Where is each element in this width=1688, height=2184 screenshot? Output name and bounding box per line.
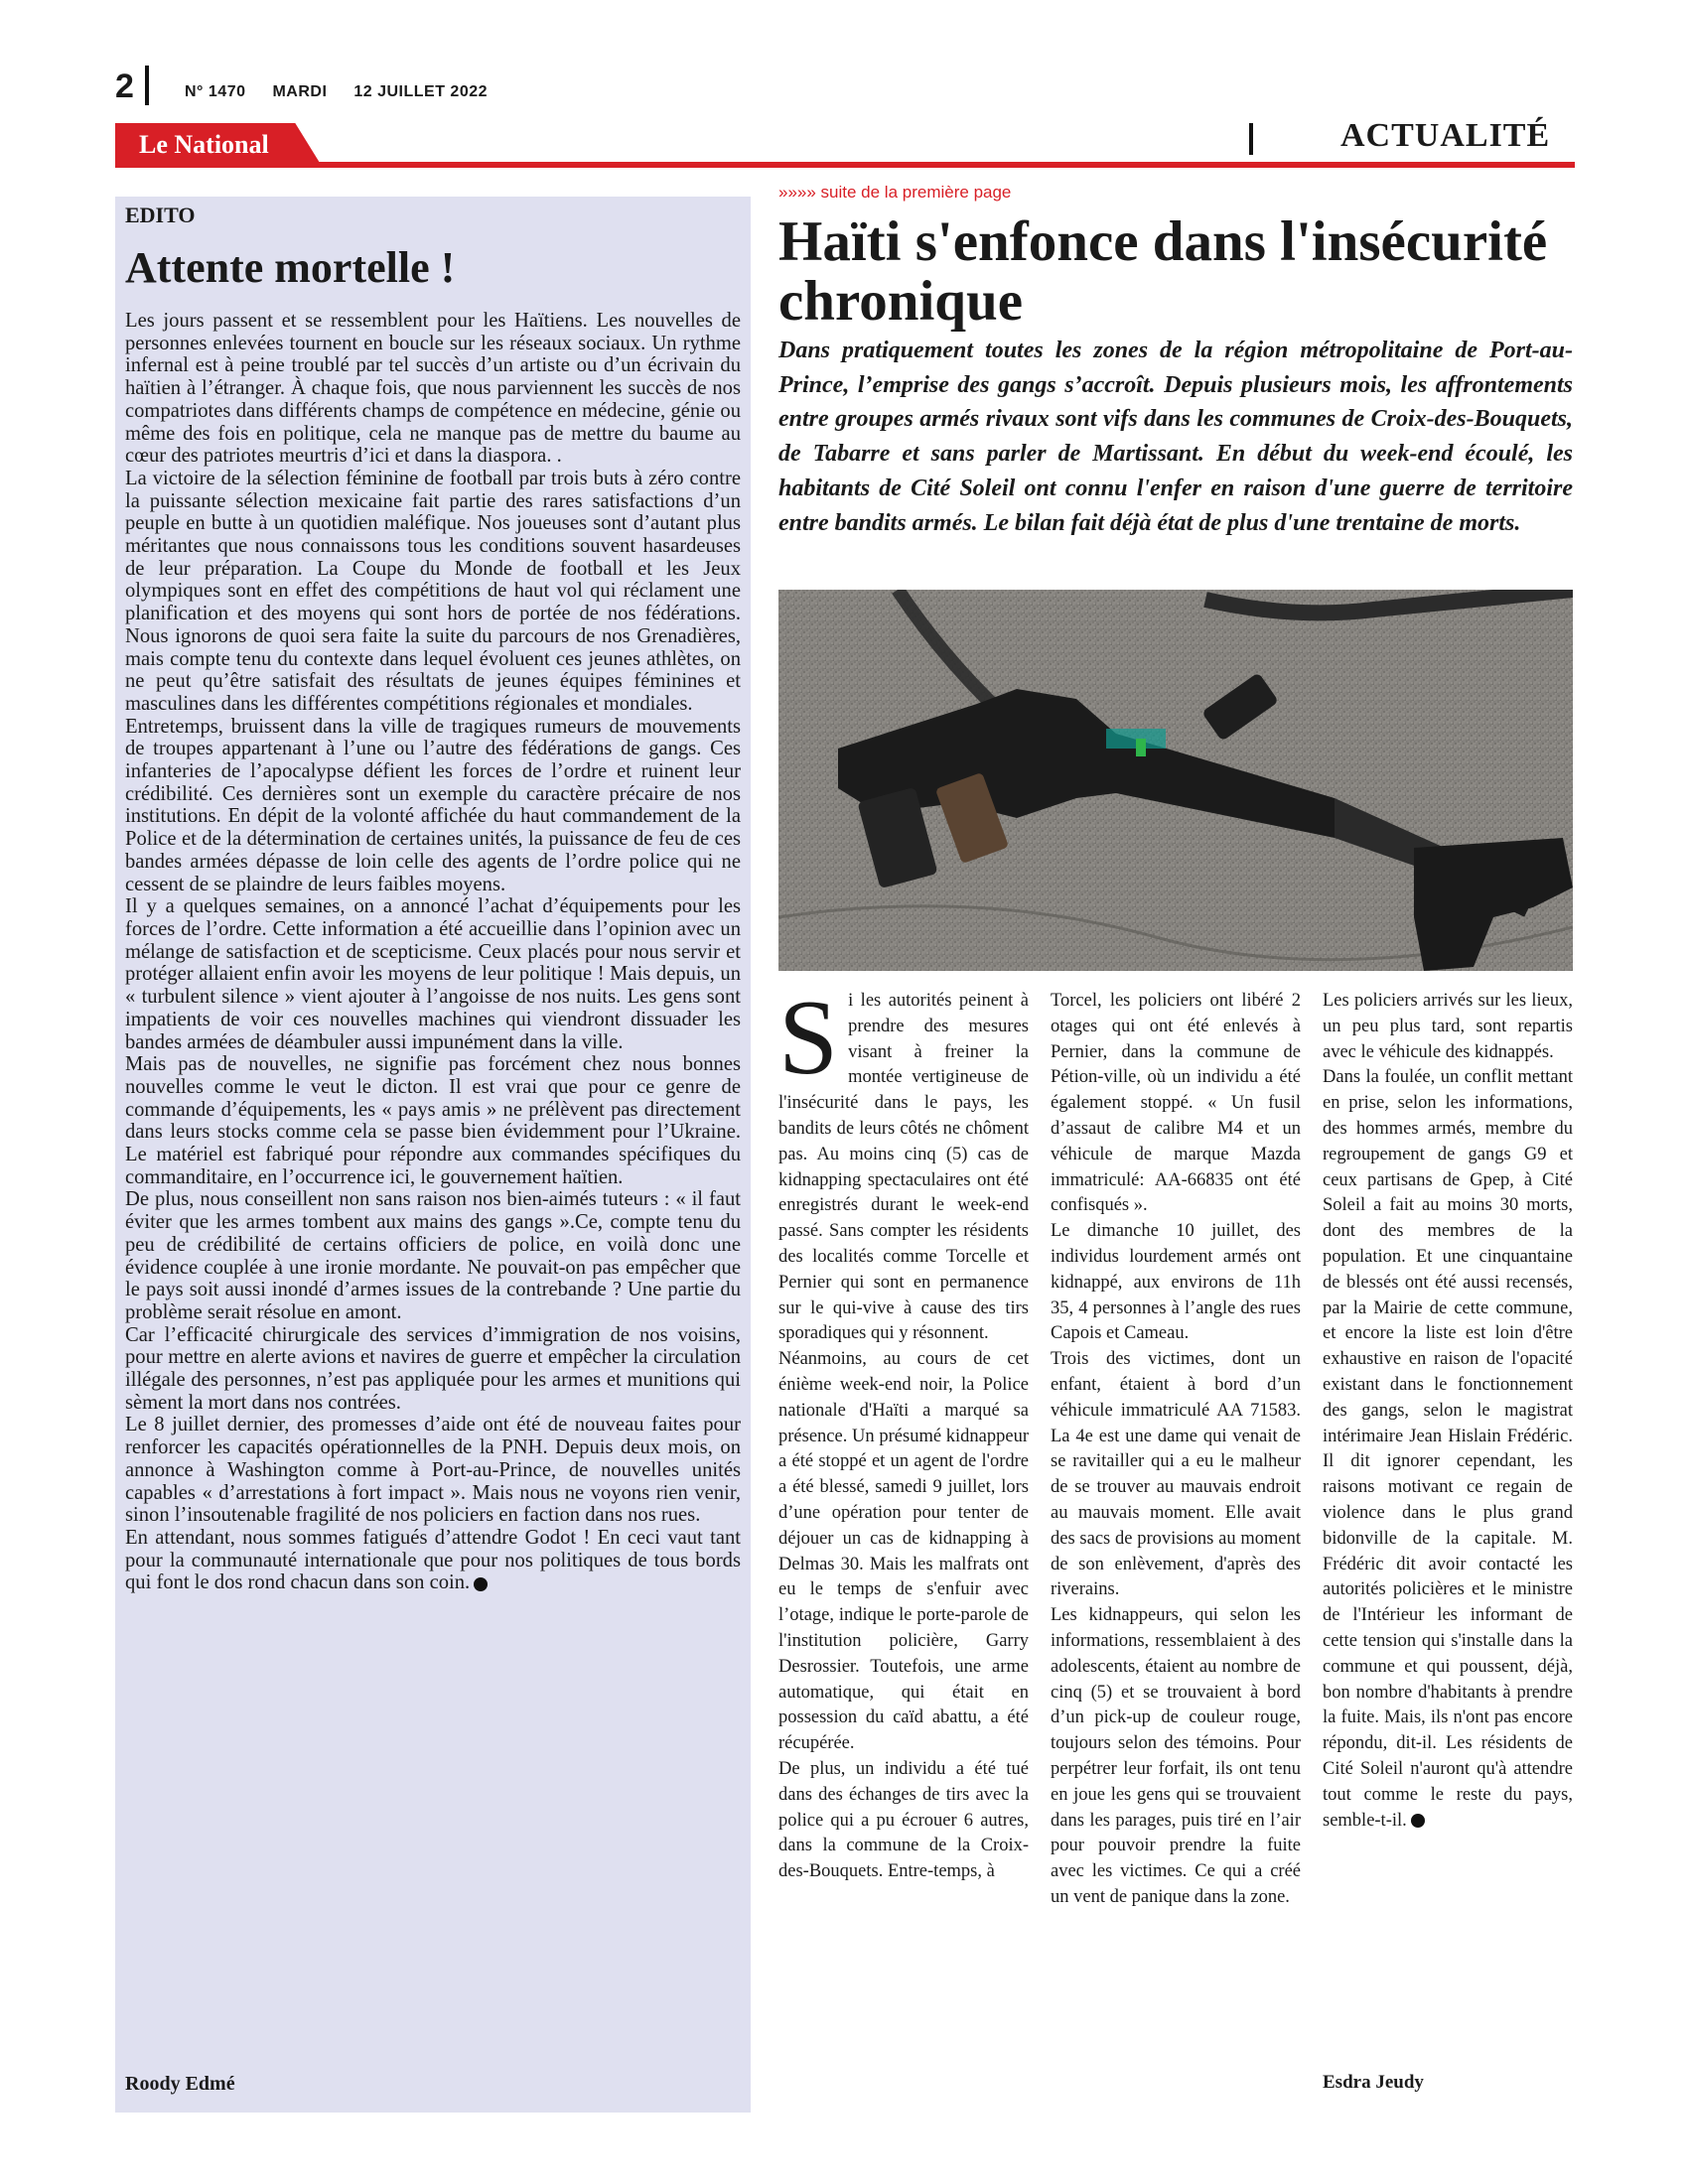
edito-author: Roody Edmé: [125, 2073, 235, 2095]
edito-paragraph: Mais pas de nouvelles, ne signifie pas forcément chez nous bonnes nouvelles comme le veut le dicton. Il est vrai que pour ce genre de commande d’équipements, les « pays amis » ne prélèvent pas directement dans leurs stocks comme cela se passe bien évidemment pour l’Ukraine. Le matériel est fabriqué pour répondre aux commandes spécifiques du commanditaire, en l’occurrence ici, le gouvernement haïtien.: [125, 1053, 741, 1188]
edito-paragraph: Le 8 juillet dernier, des promesses d’aide ont été de nouveau faites pour renforcer les capacités opérationnelles de la PNH. Depuis deux mois, on annonce à Washington comme à Port-au-Prince, de nouvelles unités capables « d’arrestations à fort impact ». Mais nous ne voyons rien venir, sinon l’insoutenable fragilité de nos policiers en faction dans nos rues.: [125, 1414, 741, 1527]
page-number-divider: [145, 66, 149, 105]
article-headline: Haïti s'enfonce dans l'insécurité chronique: [778, 210, 1548, 333]
article-paragraph: Trois des victimes, dont un enfant, étaient à bord d’un véhicule immatriculé AA 71583. La 4e est une dame qui venait de se ravitailler qui a eu le malheur de se trouver au mauvais endroit au mauvais moment. Elle avait des sacs de provisions au moment de son enlèvement, d'après des riverains.: [1051, 1349, 1301, 1600]
article-paragraph: Les policiers arrivés sur les lieux, un peu plus tard, sont repartis avec le véhicule des kidnappés.: [1323, 991, 1573, 1062]
edito-paragraph: Car l’efficacité chirurgicale des services d’immigration de nos voisins, pour mettre en alerte avions et navires de guerre et empêcher la circulation illégale des personnes, n’est pas appliquée pour les armes et munitions qui sèment la mort dans nos contrées.: [125, 1323, 741, 1414]
section-divider: [1249, 123, 1253, 155]
edito-paragraph: [125, 1527, 741, 1594]
article-paragraph: i les autorités peinent à prendre des mesures visant à freiner la montée vertigineuse de l'insécurité dans le pays, les bandits de leurs côtés ne chôment pas. Au moins cinq (5) cas de kidnapping spectaculaires ont été enregistrés durant le week-end passé. Sans compter les résidents des localités comme Torcelle et Pernier qui sont en permanence sur le qui-vive à cause des tirs sporadiques qui y résonnent.: [778, 991, 1029, 1344]
header-rule: [115, 162, 1575, 168]
article-paragraph: Torcel, les policiers ont libéré 2 otages qui ont été enlevés à Pernier, dans la commune de Pétion-ville, où un individu a été également stoppé. « Un fusil d’assaut de calibre M4 et un véhicule de marque Mazda immatriculé: AA-66835 ont été confisqués ».: [1051, 991, 1301, 1216]
article-column-1: [778, 979, 1029, 1885]
issue-line: [185, 83, 509, 101]
issue-day: MARDI: [272, 83, 328, 100]
end-mark-icon: [1411, 1814, 1425, 1828]
article-paragraph: Néanmoins, au cours de cet énième week-end noir, la Police nationale d'Haïti a marqué sa présence. Un présumé kidnappeur a été stoppé et un agent de l'ordre a été blessé, samedi 9 juillet, lors d’une opération pour tenter de déjouer un cas de kidnapping à Delmas 30. Mais les malfrats ont eu le temps de s'enfuir avec l’otage, indique le porte-parole de l'institution policière, Garry Desrossier. Toutefois, une arme automatique, qui était en possession du caïd abattu, a été récupérée.: [778, 1349, 1029, 1754]
end-mark-icon: [474, 1577, 488, 1591]
issue-number: N° 1470: [185, 83, 246, 100]
edito-last-text: En attendant, nous sommes fatigués d’attendre Godot ! En ceci vaut tant pour la communauté internationale que pour nos politiques de tous bords qui font le dos rond chacun dans son coin.: [125, 1526, 741, 1594]
article-paragraph: De plus, un individu a été tué dans des échanges de tirs avec la police qui a pu écrouer 6 autres, dans la commune de la Croix-des-Bouquets. Entre-temps, à: [778, 1758, 1029, 1882]
article-column-3: [1323, 989, 1573, 1834]
edito-paragraph: Les jours passent et se ressemblent pour les Haïtiens. Les nouvelles de personnes enlevées tournent en boucle sur les réseaux sociaux. Un rythme infernal est à peine troublé par tel succès d’un artiste ou d’un écrivain du haïtien à l’étranger. À chaque fois, que nous parviennent les succès de nos compatriotes dans différents champs de compétence en médecine, génie ou même des fois en politique, cela ne manque pas de mettre du baume au cœur des patriotes meurtris d’ici et dans la diaspora. .: [125, 310, 741, 468]
section-title: ACTUALITÉ: [1340, 117, 1551, 154]
edito-label: EDITO: [125, 203, 196, 227]
article-last-text: Dans la foulée, un conflit mettant en prise, selon les informations, des hommes armés, membre du regroupement de gangs G9 et ceux partisans de Gpep, à Cité Soleil a fait au moins 30 morts, dont des membres de la population. Et une cinquantaine de blessés ont été aussi recensés, par la Mairie de cette commune, et encore la liste est loin d'être exhaustive en raison de l'opacité existant dans le fonctionnement des gangs, selon le magistrat intérimaire Jean Hislain Frédéric. Il dit ignorer cependant, les raisons motivant ce regain de violence dans le plus grand bidonville de la capitale. M. Frédéric dit avoir contacté les autorités policières et le ministre de l'Intérieur les informant de cette tension qui s'installe dans la commune et qui poussent, déjà, bon nombre d'habitants à prendre la fuite. Mais, ils n'ont pas encore répondu, dit-il. Les résidents de Cité Soleil n'auront qu'à attendre tout comme le reste du pays, semble-t-il.: [1323, 1067, 1573, 1831]
article-paragraph: [1323, 1065, 1573, 1834]
dropcap: S: [778, 979, 839, 1097]
article-column-2: [1051, 989, 1301, 1911]
article-photo: [778, 590, 1573, 971]
edito-paragraph: Il y a quelques semaines, on a annoncé l’achat d’équipements pour les forces de l’ordre. Cette information a été accueillie dans l’opinion avec un mélange de satisfaction et de scepticisme. Ceux placés pour nous servir et protéger allaient enfin avoir les moyens de leur politique ! Mais depuis, un « turbulent silence » vient ajouter à l’angoisse de nos nuits. Les gens sont impatients de voir ces nouvelles machines qui viendront dissuader les bandes armées de déambuler aussi impunément dans la ville.: [125, 895, 741, 1053]
brand-logo: Le National: [139, 130, 269, 159]
edito-paragraph: De plus, nous conseillent non sans raison nos bien-aimés tuteurs : « il faut éviter que les armes tombent aux mains des gangs ».Ce, compte tenu du peu de crédibilité de certains officiers de police, en voilà donc une évidence couplée à une ironie mordante. Ne pouvait-on pas empêcher que le pays soit aussi inondé d’armes issues de la contrebande ? Une partie du problème serait résolue en amont.: [125, 1188, 741, 1323]
edito-paragraph: Entretemps, bruissent dans la ville de tragiques rumeurs de mouvements de troupes appartenant à l’une ou l’autre des fédérations de gangs. Ces infanteries de l’apocalypse défient les forces de l’ordre et ruinent leur crédibilité. Ces dernières sont un exemple du caractère précaire de nos institutions. En dépit de la volonté affichée du haut commandement de la Police et de la détermination de certaines unités, la puissance de feu de ces bandes armées dépasse de loin celle des agents de l’ordre police qui ne cessent de se plaindre de leurs faibles moyens.: [125, 715, 741, 895]
issue-date: 12 JUILLET 2022: [353, 83, 489, 100]
page-number: 2: [115, 68, 134, 105]
continued-link[interactable]: »»»» suite de la première page: [778, 183, 1012, 202]
article-paragraph: Les kidnappeurs, qui selon les informations, ressemblaient à des adolescents, étaient au nombre de cinq (5) et se trouvaient à bord d’un pick-up de couleur rouge, toujours selon des témoins. Pour perpétrer leur forfait, ils ont tenu en joue les gens qui se trouvaient dans les parages, puis tiré en l’air pour pouvoir prendre la fuite avec les victimes. Ce qui a créé un vent de panique dans la zone.: [1051, 1605, 1301, 1907]
article-lede: Dans pratiquement toutes les zones de la région métropolitaine de Port-au-Prince, l’emprise des gangs s’accroît. Depuis plusieurs mois, les affrontements entre groupes armés rivaux sont vifs dans les communes de Croix-des-Bouquets, de Tabarre et sans parler de Martissant. En début du week-end écoulé, les habitants de Cité Soleil ont connu l'enfer en raison d'une guerre de territoire entre bandits armés. Le bilan fait déjà état de plus d'une trentaine de morts.: [778, 338, 1573, 536]
article-author: Esdra Jeudy: [1323, 2072, 1424, 2093]
edito-body: [125, 310, 741, 1594]
edito-title: Attente mortelle !: [125, 243, 456, 292]
article-paragraph: Le dimanche 10 juillet, des individus lourdement armés ont kidnappé, aux environs de 11h 35, 4 personnes à l’angle des rues Capois et Cameau.: [1051, 1221, 1301, 1344]
edito-paragraph: La victoire de la sélection féminine de football par trois buts à zéro contre la puissante sélection mexicaine fait partie des rares satisfactions d’un peuple en butte à un quotidien maléfique. Nos joueuses sont d’autant plus méritantes que nous connaissons tous les conditions souvent hasardeuses de leur préparation. La Coupe du Monde de football et les Jeux olympiques sont en effet des compétitions de haut vol qui réclament une planification et des moyens qui sont hors de portée de nos fédérations. Nous ignorons de quoi sera faite la suite du parcours de nos Grenadières, mais compte tenu du contexte dans lequel évoluent ces jeunes athlètes, on ne peut qu’être satisfait des résultats de jeunes équipes féminines et masculines dans les différentes compétitions régionales et mondiales.: [125, 467, 741, 715]
